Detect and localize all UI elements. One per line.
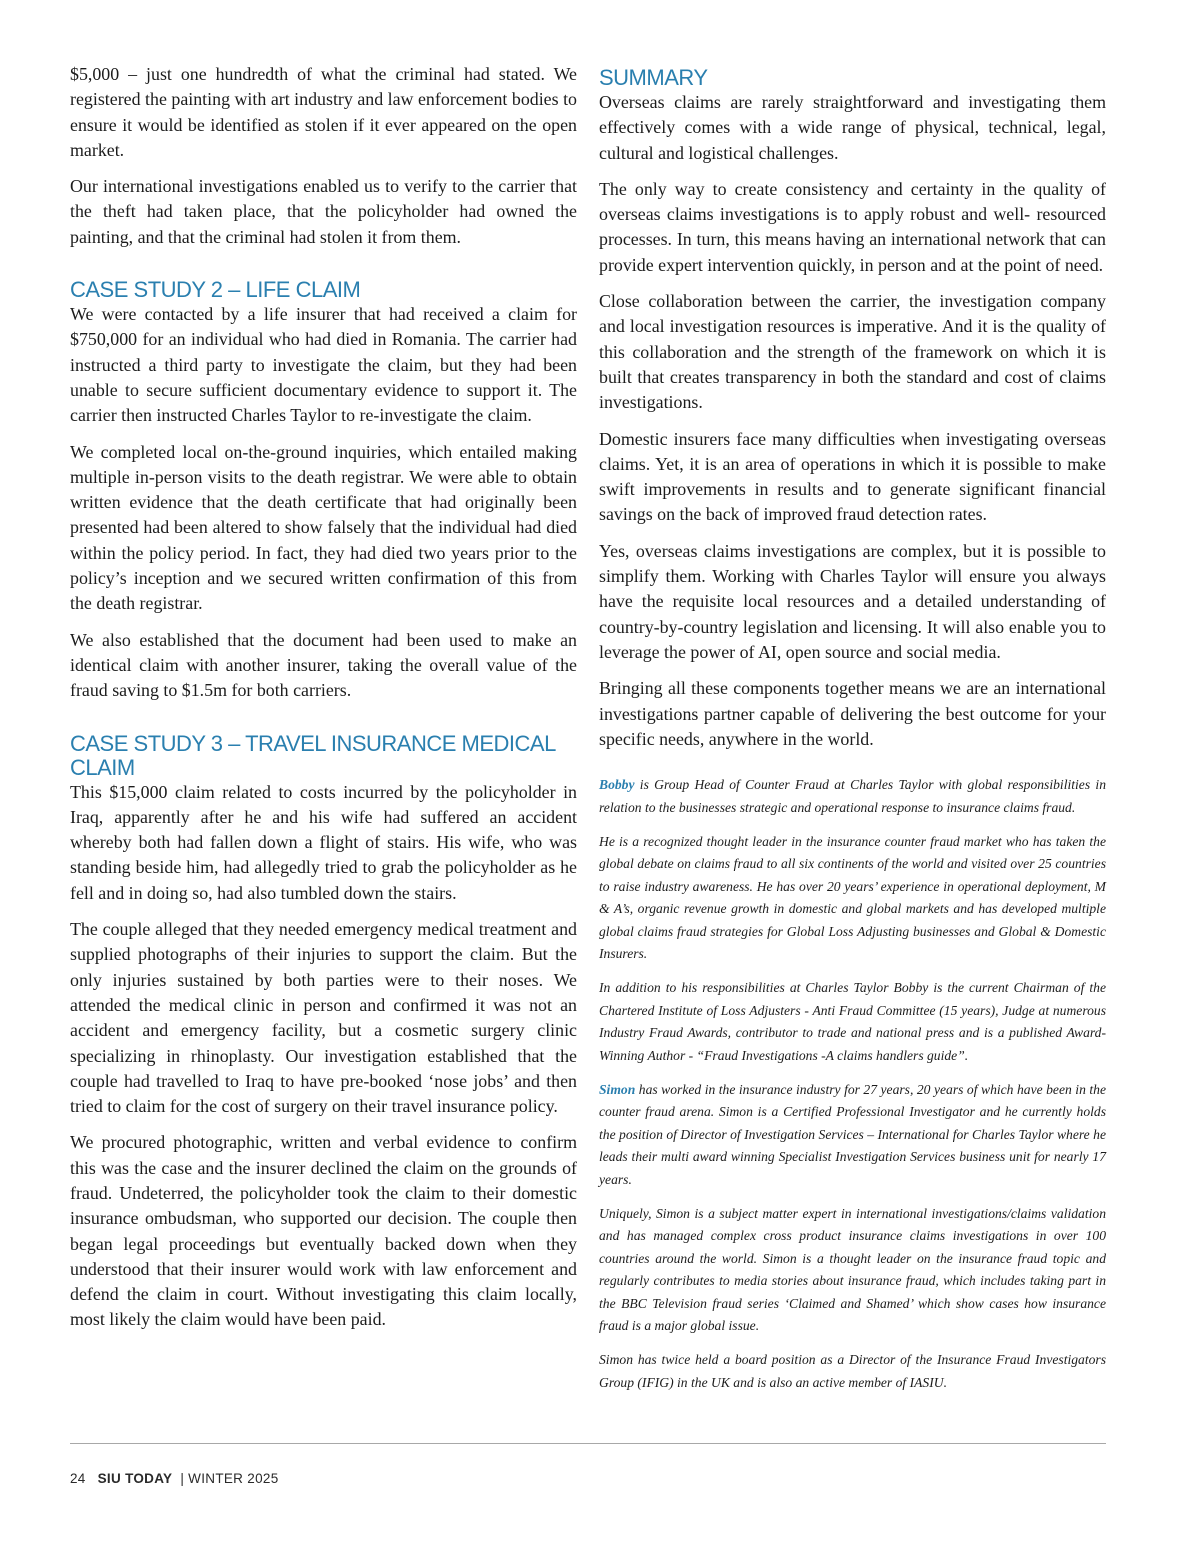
issue-label: WINTER 2025	[188, 1471, 279, 1486]
footer-separator: |	[180, 1471, 185, 1486]
body-paragraph: We were contacted by a life insurer that had received a claim for $750,000 for an individual who had died in Romania. The carrier had instructed a third party to investigate the claim, but they had been unable to secure sufficient documentary evidence to support it. The carrier then instructed Charles Taylor to re-investigate the claim.	[70, 304, 577, 426]
author-name-bobby: Bobby	[599, 777, 635, 793]
body-paragraph: We also established that the document had been used to make an identical claim with another insurer, taking the overall value of the fraud saving to $1.5m for both carriers.	[70, 629, 577, 701]
bio-paragraph	[599, 1079, 1106, 1191]
bio-text: is Group Head of Counter Fraud at Charles Taylor with global responsibilities in relation to the businesses strategic and operational response to insurance claims fraud.	[599, 777, 1106, 815]
summary-paragraph: Bringing all these components together means we are an international investigations partner capable of delivering the best outcome for your specific needs, anywhere in the world.	[599, 678, 1106, 749]
body-paragraph: The couple alleged that they needed emergency medical treatment and supplied photographs of their injuries to support the claim. But the only injuries sustained by both parties were to their noses. We attended the medical clinic in person and confirmed it was not an accident and emergency facility, but a cosmetic surgery clinic specializing in rhinoplasty. Our investigation established that the couple had travelled to Iraq to have pre-booked ‘nose jobs’ and then tried to claim for the cost of surgery on their travel insurance policy.	[70, 919, 577, 1117]
footer-divider	[70, 1443, 1106, 1444]
case-study-3-heading: CASE STUDY 3 – TRAVEL INSURANCE MEDICAL CLAIM	[70, 730, 556, 780]
right-column	[599, 62, 1106, 1406]
page-number: 24	[70, 1471, 86, 1486]
summary-paragraph: Overseas claims are rarely straightforward and investigating them effectively comes with a wide range of physical, technical, legal, cultural and logistical challenges.	[599, 92, 1106, 163]
left-column	[70, 62, 577, 1344]
author-name-simon: Simon	[599, 1082, 636, 1097]
bio-paragraph: He is a recognized thought leader in the insurance counter fraud market who has taken the global debate on claims fraud to all six continents of the world and visited over 25 countries to raise industry awareness. He has over 20 years’ experience in operational deployment, M & A’s, organic revenue growth in domestic and global markets and has developed multiple global claims fraud strategies for Global Loss Adjusting businesses and Global & Domestic Insurers.	[599, 833, 1106, 961]
summary-heading: SUMMARY	[599, 65, 708, 90]
body-paragraph: We procured photographic, written and verbal evidence to confirm this was the case and the insurer declined the claim on the grounds of fraud. Undeterred, the policyholder took the claim to their domestic insurance ombudsman, who supported our decision. The couple then began legal proceedings but eventually backed down when they understood that their insurer would work with law enforcement and defend the claim in court. Without investigating this claim locally, most likely the claim would have been paid.	[70, 1132, 577, 1330]
body-paragraph: Our international investigations enabled us to verify to the carrier that the theft had taken place, that the policyholder had owned the painting, and that the criminal had stolen it from them.	[70, 176, 577, 247]
case-study-2-heading: CASE STUDY 2 – LIFE CLAIM	[70, 277, 361, 303]
bio-paragraph	[599, 774, 1106, 819]
author-bios	[599, 774, 1106, 1394]
body-paragraph: $5,000 – just one hundredth of what the criminal had stated. We registered the painting with art industry and law enforcement bodies to ensure it would be identified as stolen if it ever appeared on the open market.	[70, 64, 577, 160]
bio-paragraph: Simon has twice held a board position as a Director of the Insurance Fraud Investigators Group (IFIG) in the UK and is also an active member of IASIU.	[599, 1352, 1106, 1390]
bio-text: has worked in the insurance industry for 27 years, 20 years of which have been in the counter fraud arena. Simon is a Certified Professional Investigator and he currently holds the position of Director of Investigation Services – International for Charles Taylor where he leads their multi award winning Specialist Investigation Services business unit for nearly 17 years.	[599, 1082, 1106, 1187]
summary-paragraph: Domestic insurers face many difficulties when investigating overseas claims. Yet, it is an area of operations in which it is possible to make swift improvements in results and to generate significant financial savings on the back of improved fraud detection rates.	[599, 428, 1106, 525]
page-footer	[70, 1471, 279, 1486]
body-paragraph: This $15,000 claim related to costs incurred by the policyholder in Iraq, apparently after he and his wife had suffered an accident whereby both had fallen down a flight of stairs. His wife, who was standing beside him, had allegedly tried to grab the policyholder as he fell and in doing so, had also tumbled down the stairs.	[70, 781, 577, 903]
bio-paragraph: Uniquely, Simon is a subject matter expert in international investigations/claims validation and has managed complex cross product insurance claims investigations in over 100 countries around the world. Simon is a thought leader on the insurance fraud topic and regularly contributes to media stories about insurance fraud, which includes taking part in the BBC Television fraud series ‘Claimed and Shamed’ which show cases how insurance fraud is a major global issue.	[599, 1206, 1106, 1334]
publication-name: SIU TODAY	[97, 1471, 173, 1486]
summary-paragraph: Yes, overseas claims investigations are complex, but it is possible to simplify them. Working with Charles Taylor will ensure you always have the requisite local resources and a detailed understanding of country-by-country legislation and licensing. It will also enable you to leverage the power of AI, open source and social media.	[599, 540, 1106, 662]
body-paragraph: We completed local on-the-ground inquiries, which entailed making multiple in-person visits to the death registrar. We were able to obtain written evidence that the death certificate that had originally been presented had been altered to show falsely that the individual had died within the policy period. In fact, they had died two years prior to the policy’s inception and we secured written confirmation of this from the death registrar.	[70, 441, 577, 614]
summary-paragraph: The only way to create consistency and certainty in the quality of overseas claims investigations is to apply robust and well- resourced processes. In turn, this means having an international network that can provide expert intervention quickly, in person and at the point of need.	[599, 178, 1106, 275]
summary-paragraph: Close collaboration between the carrier, the investigation company and local investigation resources is imperative. And it is the quality of this collaboration and the strength of the framework on which it is built that creates transparency in both the standard and cost of claims investigations.	[599, 291, 1106, 413]
bio-paragraph: In addition to his responsibilities at Charles Taylor Bobby is the current Chairman of the Chartered Institute of Loss Adjusters - Anti Fraud Committee (15 years), Judge at numerous Industry Fraud Awards, contributor to trade and national press and is a published Award-Winning Author - “Fraud Investigations -A claims handlers guide”.	[599, 980, 1106, 1063]
